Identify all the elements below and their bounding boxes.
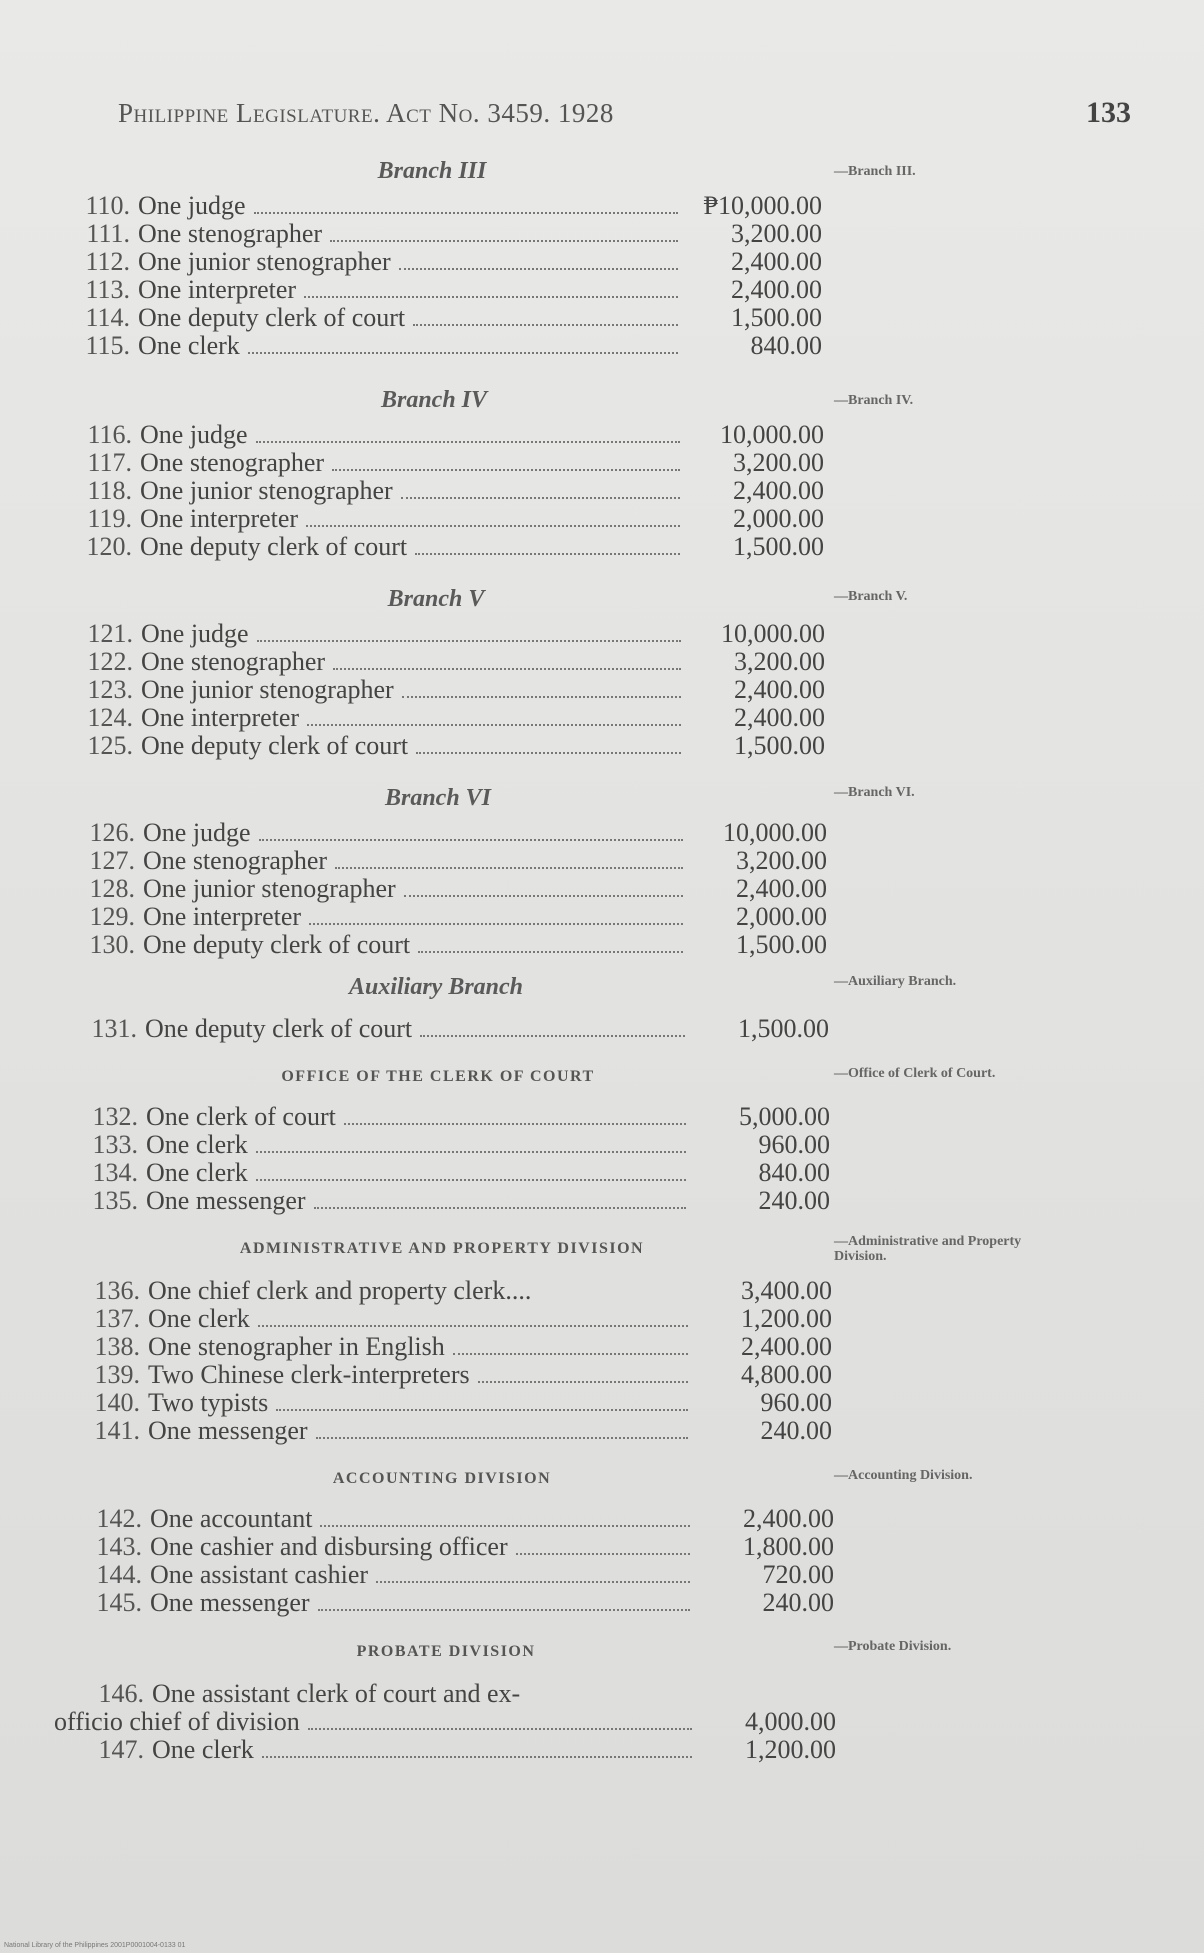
leader-dots bbox=[307, 724, 681, 726]
item-number: 139. bbox=[94, 1360, 140, 1389]
item-amount: 1,800.00 bbox=[743, 1532, 834, 1561]
item-amount: 1,500.00 bbox=[736, 930, 827, 959]
item-number: 125. bbox=[87, 731, 133, 760]
list-item bbox=[70, 248, 822, 276]
list-item bbox=[77, 1015, 829, 1043]
leader-dots bbox=[306, 525, 680, 527]
leader-dots bbox=[478, 1381, 688, 1383]
leader-dots bbox=[318, 1609, 690, 1611]
leader-dots bbox=[333, 668, 681, 670]
item-description: One cashier and disbursing officer bbox=[150, 1532, 508, 1561]
item-number: 110. bbox=[85, 191, 130, 220]
item-number: 120. bbox=[86, 532, 132, 561]
item-number: 138. bbox=[94, 1332, 140, 1361]
item-description: One deputy clerk of court bbox=[143, 930, 411, 959]
leader-dots bbox=[418, 951, 683, 953]
item-amount: 240.00 bbox=[758, 1186, 830, 1215]
item-amount: 720.00 bbox=[762, 1560, 834, 1589]
leader-dots bbox=[376, 1581, 690, 1583]
item-number: 134. bbox=[92, 1158, 138, 1187]
running-header: Philippine Legislature. Act No. 3459. 1928 bbox=[118, 98, 614, 128]
item-amount: 2,400.00 bbox=[736, 874, 827, 903]
item-amount: 10,000.00 bbox=[720, 420, 824, 449]
section-title: Auxiliary Branch bbox=[348, 974, 524, 1000]
item-amount: 2,400.00 bbox=[731, 275, 822, 304]
list-item bbox=[70, 332, 822, 360]
item-amount: 1,200.00 bbox=[745, 1735, 836, 1764]
list-item bbox=[75, 931, 827, 959]
item-amount: 3,200.00 bbox=[734, 647, 825, 676]
item-amount: 1,500.00 bbox=[734, 731, 825, 760]
list-item bbox=[75, 847, 827, 875]
item-number: 119. bbox=[87, 504, 132, 533]
leader-dots bbox=[420, 1035, 685, 1037]
item-number: 142. bbox=[96, 1504, 142, 1533]
margin-note: —Administrative and Property Division. bbox=[834, 1234, 1022, 1264]
item-number: 133. bbox=[92, 1130, 138, 1159]
item-amount: 240.00 bbox=[760, 1416, 832, 1445]
item-description: One interpreter bbox=[143, 902, 302, 931]
item-description: One stenographer bbox=[141, 647, 326, 676]
item-description: One deputy clerk of court bbox=[141, 731, 409, 760]
list-item bbox=[80, 1389, 832, 1417]
item-amount: 5,000.00 bbox=[739, 1102, 830, 1131]
item-number: 145. bbox=[96, 1588, 142, 1617]
list-item bbox=[70, 192, 822, 220]
list-item bbox=[80, 1277, 832, 1305]
leader-dots bbox=[256, 1151, 686, 1153]
list-item bbox=[82, 1561, 834, 1589]
list-item bbox=[70, 276, 822, 304]
item-number: 136. bbox=[94, 1276, 140, 1305]
item-amount: 3,400.00 bbox=[741, 1276, 832, 1305]
list-item bbox=[82, 1589, 834, 1617]
list-item bbox=[72, 505, 824, 533]
list-item bbox=[75, 819, 827, 847]
item-amount: 2,400.00 bbox=[734, 703, 825, 732]
leader-dots bbox=[276, 1409, 688, 1411]
leader-dots bbox=[344, 1123, 686, 1125]
item-description: One stenographer bbox=[143, 846, 328, 875]
item-number: 132. bbox=[92, 1102, 138, 1131]
leader-dots bbox=[416, 752, 681, 754]
item-description: One clerk bbox=[138, 331, 240, 360]
item-amount: 960.00 bbox=[760, 1388, 832, 1417]
item-description: One stenographer bbox=[138, 219, 323, 248]
list-item bbox=[82, 1533, 834, 1561]
item-description: Two Chinese clerk-interpreters bbox=[148, 1360, 470, 1389]
item-number: 128. bbox=[89, 874, 135, 903]
section-title: ADMINISTRATIVE AND PROPERTY DIVISION bbox=[239, 1240, 645, 1257]
leader-dots bbox=[415, 553, 680, 555]
list-item bbox=[82, 1505, 834, 1533]
item-number: 122. bbox=[87, 647, 133, 676]
item-description: One interpreter bbox=[138, 275, 297, 304]
list-item bbox=[73, 704, 825, 732]
margin-note: —Branch III. bbox=[834, 164, 916, 179]
item-description: One deputy clerk of court bbox=[140, 532, 408, 561]
list-item bbox=[80, 1305, 832, 1333]
item-number: 131. bbox=[91, 1014, 137, 1043]
leader-dots bbox=[316, 1437, 688, 1439]
leader-dots bbox=[320, 1525, 690, 1527]
list-item bbox=[73, 732, 825, 760]
item-amount: 3,200.00 bbox=[733, 448, 824, 477]
item-number: 115. bbox=[85, 331, 130, 360]
item-number: 140. bbox=[94, 1388, 140, 1417]
page-number: 133 bbox=[1086, 96, 1131, 129]
list-item bbox=[73, 676, 825, 704]
item-number: 117. bbox=[87, 448, 132, 477]
leader-dots bbox=[262, 1756, 692, 1758]
item-description: One clerk bbox=[152, 1735, 254, 1764]
list-item bbox=[84, 1736, 836, 1764]
list-item bbox=[80, 1361, 832, 1389]
leader-dots bbox=[308, 1728, 692, 1730]
item-description: One judge bbox=[141, 619, 249, 648]
item-amount: 10,000.00 bbox=[723, 818, 827, 847]
leader-dots bbox=[332, 469, 680, 471]
list-item bbox=[72, 533, 824, 561]
item-description: One clerk bbox=[146, 1130, 248, 1159]
section-title: Branch IV bbox=[380, 387, 488, 413]
section-title: OFFICE OF THE CLERK OF COURT bbox=[281, 1068, 595, 1085]
section-title: Branch VI bbox=[384, 785, 492, 811]
item-number: 147. bbox=[98, 1735, 144, 1764]
item-number: 129. bbox=[89, 902, 135, 931]
item-description: One judge bbox=[138, 191, 246, 220]
scan-credit: National Library of the Philippines 2001P0001004-0133 01 bbox=[4, 1942, 186, 1949]
item-description: Two typists bbox=[148, 1388, 269, 1417]
item-amount: 960.00 bbox=[758, 1130, 830, 1159]
item-amount: 2,000.00 bbox=[733, 504, 824, 533]
item-number: 113. bbox=[85, 275, 130, 304]
list-item bbox=[72, 421, 824, 449]
item-number: 130. bbox=[89, 930, 135, 959]
list-item bbox=[78, 1103, 830, 1131]
margin-note: —Accounting Division. bbox=[834, 1468, 973, 1483]
leader-dots bbox=[259, 839, 683, 841]
leader-dots bbox=[399, 268, 678, 270]
item-amount: 2,400.00 bbox=[733, 476, 824, 505]
item-number: 146. bbox=[98, 1679, 144, 1708]
item-number: 135. bbox=[92, 1186, 138, 1215]
leader-dots bbox=[314, 1207, 686, 1209]
leader-dots bbox=[516, 1553, 690, 1555]
leader-dots bbox=[304, 296, 678, 298]
item-amount: 2,400.00 bbox=[741, 1332, 832, 1361]
leader-dots bbox=[248, 352, 678, 354]
item-description: One junior stenographer bbox=[141, 675, 394, 704]
item-description: One judge bbox=[140, 420, 248, 449]
item-number: 112. bbox=[85, 247, 130, 276]
item-number: 111. bbox=[86, 219, 130, 248]
item-amount: 2,400.00 bbox=[734, 675, 825, 704]
list-item bbox=[78, 1131, 830, 1159]
leader-dots bbox=[257, 640, 681, 642]
item-description: One stenographer bbox=[140, 448, 325, 477]
list-item-continuation bbox=[54, 1708, 836, 1736]
leader-dots bbox=[335, 867, 683, 869]
list-item bbox=[75, 875, 827, 903]
margin-note: —Branch IV. bbox=[834, 393, 914, 408]
item-number: 123. bbox=[87, 675, 133, 704]
item-description: One stenographer in English bbox=[148, 1332, 445, 1361]
list-item bbox=[73, 620, 825, 648]
item-number: 141. bbox=[94, 1416, 140, 1445]
item-number: 118. bbox=[87, 476, 132, 505]
item-amount: 840.00 bbox=[750, 331, 822, 360]
item-number: 121. bbox=[87, 619, 133, 648]
item-amount: 2,000.00 bbox=[736, 902, 827, 931]
item-description: One assistant cashier bbox=[150, 1560, 369, 1589]
section-title: ACCOUNTING DIVISION bbox=[332, 1470, 552, 1487]
item-number: 116. bbox=[87, 420, 132, 449]
section-title: Branch V bbox=[387, 586, 485, 612]
item-amount: 1,500.00 bbox=[733, 532, 824, 561]
section-title: PROBATE DIVISION bbox=[356, 1643, 536, 1660]
section-title: Branch III bbox=[377, 158, 487, 184]
item-description: One messenger bbox=[146, 1186, 306, 1215]
leader-dots bbox=[258, 1325, 688, 1327]
item-description: One junior stenographer bbox=[138, 247, 391, 276]
leader-dots bbox=[256, 441, 680, 443]
margin-note: —Office of Clerk of Court. bbox=[834, 1066, 996, 1081]
item-number: 126. bbox=[89, 818, 135, 847]
item-description: One judge bbox=[143, 818, 251, 847]
margin-note: —Branch V. bbox=[834, 589, 908, 604]
list-item bbox=[75, 903, 827, 931]
leader-dots bbox=[254, 212, 678, 214]
leader-dots bbox=[309, 923, 683, 925]
leader-dots bbox=[256, 1179, 686, 1181]
item-number: 137. bbox=[94, 1304, 140, 1333]
item-amount: 3,200.00 bbox=[736, 846, 827, 875]
item-description: One junior stenographer bbox=[143, 874, 396, 903]
item-description: One clerk bbox=[148, 1304, 250, 1333]
item-description: One deputy clerk of court bbox=[145, 1014, 413, 1043]
list-item bbox=[70, 304, 822, 332]
item-description: One interpreter bbox=[141, 703, 300, 732]
list-item bbox=[70, 220, 822, 248]
margin-note: —Branch VI. bbox=[834, 785, 915, 800]
item-amount: 1,500.00 bbox=[738, 1014, 829, 1043]
item-amount: 2,400.00 bbox=[731, 247, 822, 276]
list-item bbox=[80, 1333, 832, 1361]
item-description: One deputy clerk of court bbox=[138, 303, 406, 332]
item-description: One assistant clerk of court and ex- bbox=[152, 1679, 521, 1708]
item-description: One chief clerk and property clerk.... bbox=[148, 1276, 532, 1305]
item-amount: ₱10,000.00 bbox=[703, 191, 822, 220]
item-number: 143. bbox=[96, 1532, 142, 1561]
item-description: One clerk of court bbox=[146, 1102, 336, 1131]
item-description: One junior stenographer bbox=[140, 476, 393, 505]
leader-dots bbox=[413, 324, 678, 326]
item-description: One interpreter bbox=[140, 504, 299, 533]
item-description: One messenger bbox=[148, 1416, 308, 1445]
item-description: One accountant bbox=[150, 1504, 313, 1533]
margin-note: —Auxiliary Branch. bbox=[834, 974, 957, 989]
item-amount: 4,800.00 bbox=[741, 1360, 832, 1389]
item-number: 124. bbox=[87, 703, 133, 732]
margin-note: —Probate Division. bbox=[834, 1639, 952, 1654]
leader-dots bbox=[453, 1353, 688, 1355]
list-item bbox=[80, 1417, 832, 1445]
item-amount: 10,000.00 bbox=[721, 619, 825, 648]
list-item bbox=[78, 1159, 830, 1187]
item-number: 144. bbox=[96, 1560, 142, 1589]
leader-dots bbox=[402, 696, 681, 698]
item-number: 127. bbox=[89, 846, 135, 875]
list-item bbox=[78, 1187, 830, 1215]
item-description: One messenger bbox=[150, 1588, 310, 1617]
leader-dots bbox=[330, 240, 678, 242]
item-amount: 2,400.00 bbox=[743, 1504, 834, 1533]
list-item bbox=[72, 477, 824, 505]
list-item bbox=[72, 449, 824, 477]
item-amount: 840.00 bbox=[758, 1158, 830, 1187]
item-description: officio chief of division bbox=[54, 1707, 300, 1736]
leader-dots bbox=[404, 895, 683, 897]
item-amount: 1,200.00 bbox=[741, 1304, 832, 1333]
item-amount: 1,500.00 bbox=[731, 303, 822, 332]
item-description: One clerk bbox=[146, 1158, 248, 1187]
item-amount: 3,200.00 bbox=[731, 219, 822, 248]
item-number: 114. bbox=[85, 303, 130, 332]
item-amount: 240.00 bbox=[762, 1588, 834, 1617]
list-item bbox=[84, 1680, 836, 1708]
leader-dots bbox=[401, 497, 680, 499]
list-item bbox=[73, 648, 825, 676]
item-amount: 4,000.00 bbox=[745, 1707, 836, 1736]
